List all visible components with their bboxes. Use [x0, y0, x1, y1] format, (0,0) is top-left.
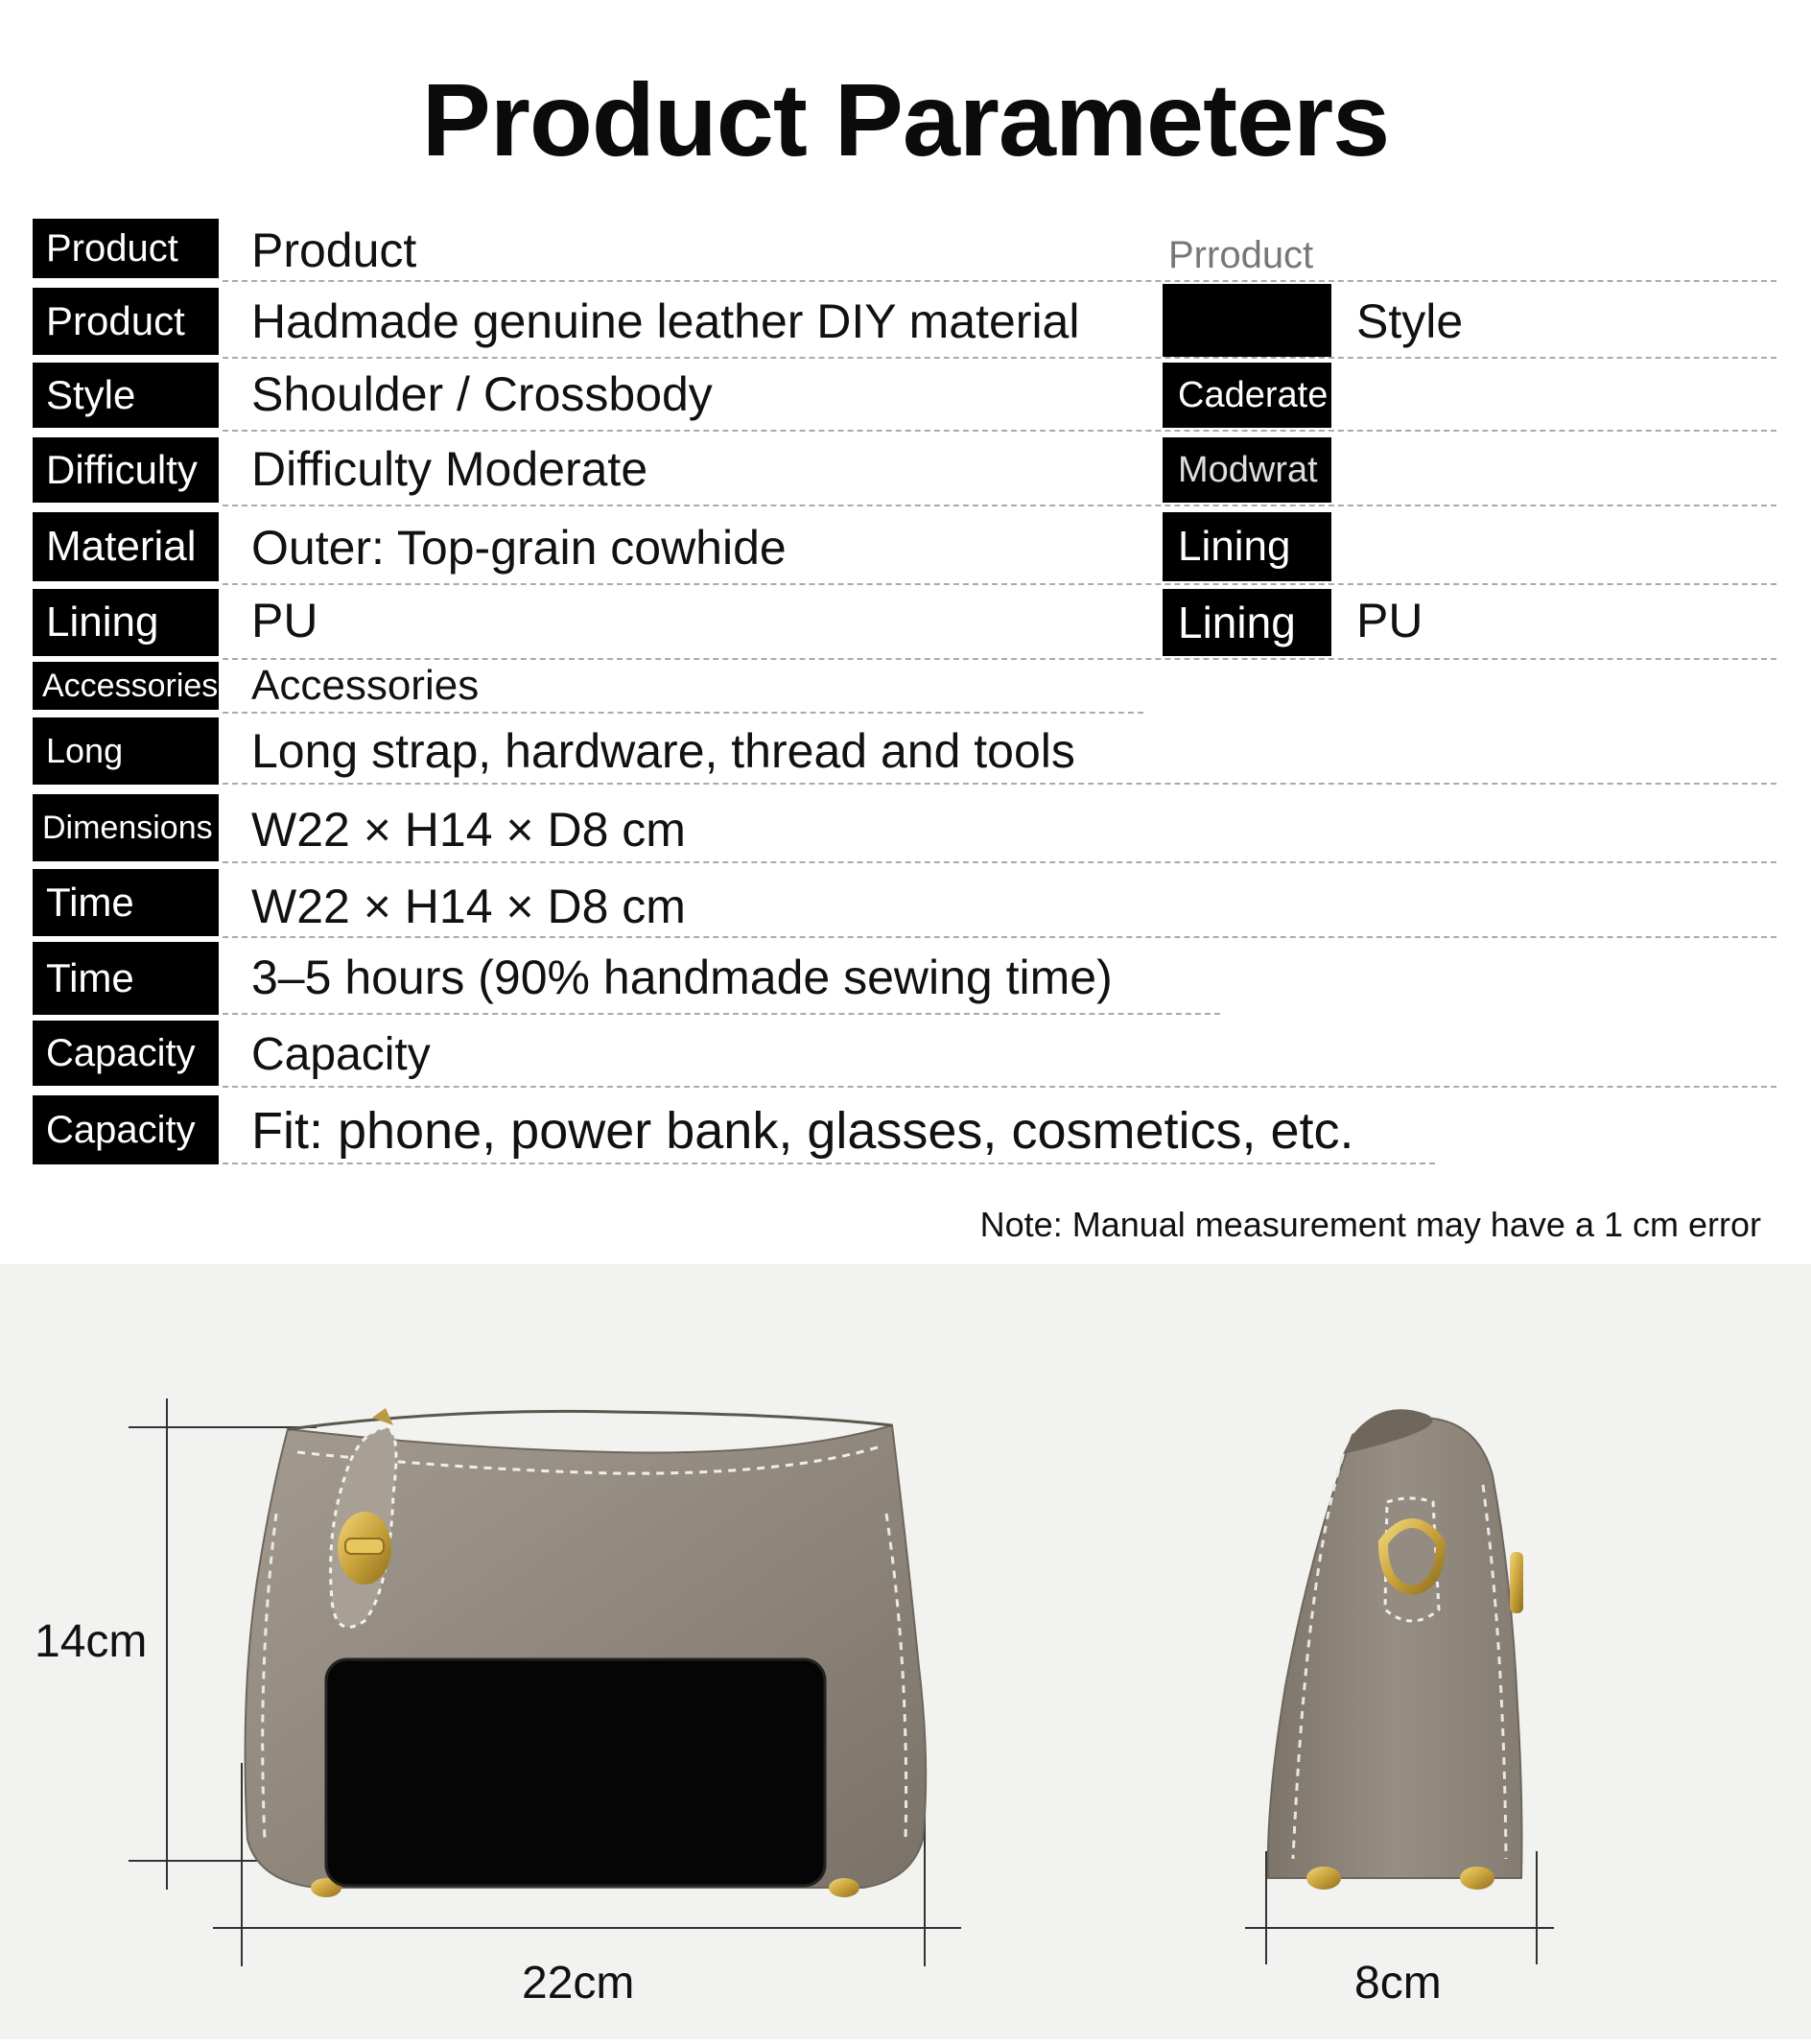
secondary-label: Caderate — [1163, 363, 1331, 428]
param-label: Product — [33, 219, 219, 278]
param-value: Fit: phone, power bank, glasses, cosmetics, etc. — [251, 1102, 1354, 1160]
param-label: Product — [33, 288, 219, 355]
measurement-note: Note: Manual measurement may have a 1 cm error — [979, 1205, 1761, 1244]
param-label: Material — [33, 512, 219, 581]
param-label: Time — [33, 869, 219, 936]
param-value: W22 × H14 × D8 cm — [251, 880, 686, 933]
row-divider — [223, 1086, 1776, 1088]
secondary-label — [1163, 284, 1331, 357]
row-divider — [223, 583, 1776, 585]
page-title: Product Parameters — [421, 61, 1390, 177]
row-divider — [223, 1163, 1435, 1164]
param-value: Accessories — [251, 662, 480, 709]
param-value: Hadmade genuine leather DIY material — [251, 294, 1080, 348]
secondary-value: Style — [1356, 294, 1464, 348]
phone — [326, 1659, 825, 1886]
param-value: Capacity — [251, 1029, 431, 1080]
row-divider — [223, 936, 1776, 938]
param-value: Outer: Top-grain cowhide — [251, 521, 787, 575]
row-divider — [223, 430, 1776, 432]
secondary-label: Lining — [1163, 512, 1331, 581]
param-label: Long — [33, 717, 219, 785]
param-value: Product — [251, 223, 417, 277]
row-divider — [223, 783, 1776, 785]
depth-label: 8cm — [1354, 1958, 1442, 2009]
secondary-label: Modwrat — [1163, 437, 1331, 503]
param-value: W22 × H14 × D8 cm — [251, 803, 686, 857]
row-divider — [223, 280, 1776, 282]
row-divider — [223, 658, 1776, 660]
product-photo — [0, 1264, 1811, 2039]
height-label: 14cm — [35, 1616, 148, 1667]
param-label: Accessories — [33, 662, 219, 710]
width-label: 22cm — [522, 1958, 635, 2009]
param-label: Style — [33, 363, 219, 428]
param-value: 3–5 hours (90% handmade sewing time) — [251, 951, 1113, 1004]
secondary-header: Prroduct — [1168, 234, 1314, 276]
row-divider — [223, 861, 1776, 863]
param-value: Shoulder / Crossbody — [251, 367, 713, 421]
row-divider — [223, 357, 1776, 359]
param-label: Time — [33, 942, 219, 1015]
row-divider — [223, 712, 1143, 714]
bag-side-view — [1268, 1409, 1523, 1890]
row-divider — [223, 505, 1776, 506]
param-label: Capacity — [33, 1021, 219, 1086]
param-label: Difficulty — [33, 437, 219, 503]
bag-illustration — [0, 1264, 1811, 2039]
row-divider — [223, 1013, 1220, 1015]
param-label: Lining — [33, 589, 219, 656]
secondary-label: Lining — [1163, 589, 1331, 656]
param-label: Dimensions — [33, 794, 219, 861]
param-value: Difficulty Moderate — [251, 442, 648, 496]
param-value: Long strap, hardware, thread and tools — [251, 724, 1075, 778]
param-label: Capacity — [33, 1095, 219, 1164]
param-value: PU — [251, 594, 318, 647]
secondary-value: PU — [1356, 594, 1423, 647]
